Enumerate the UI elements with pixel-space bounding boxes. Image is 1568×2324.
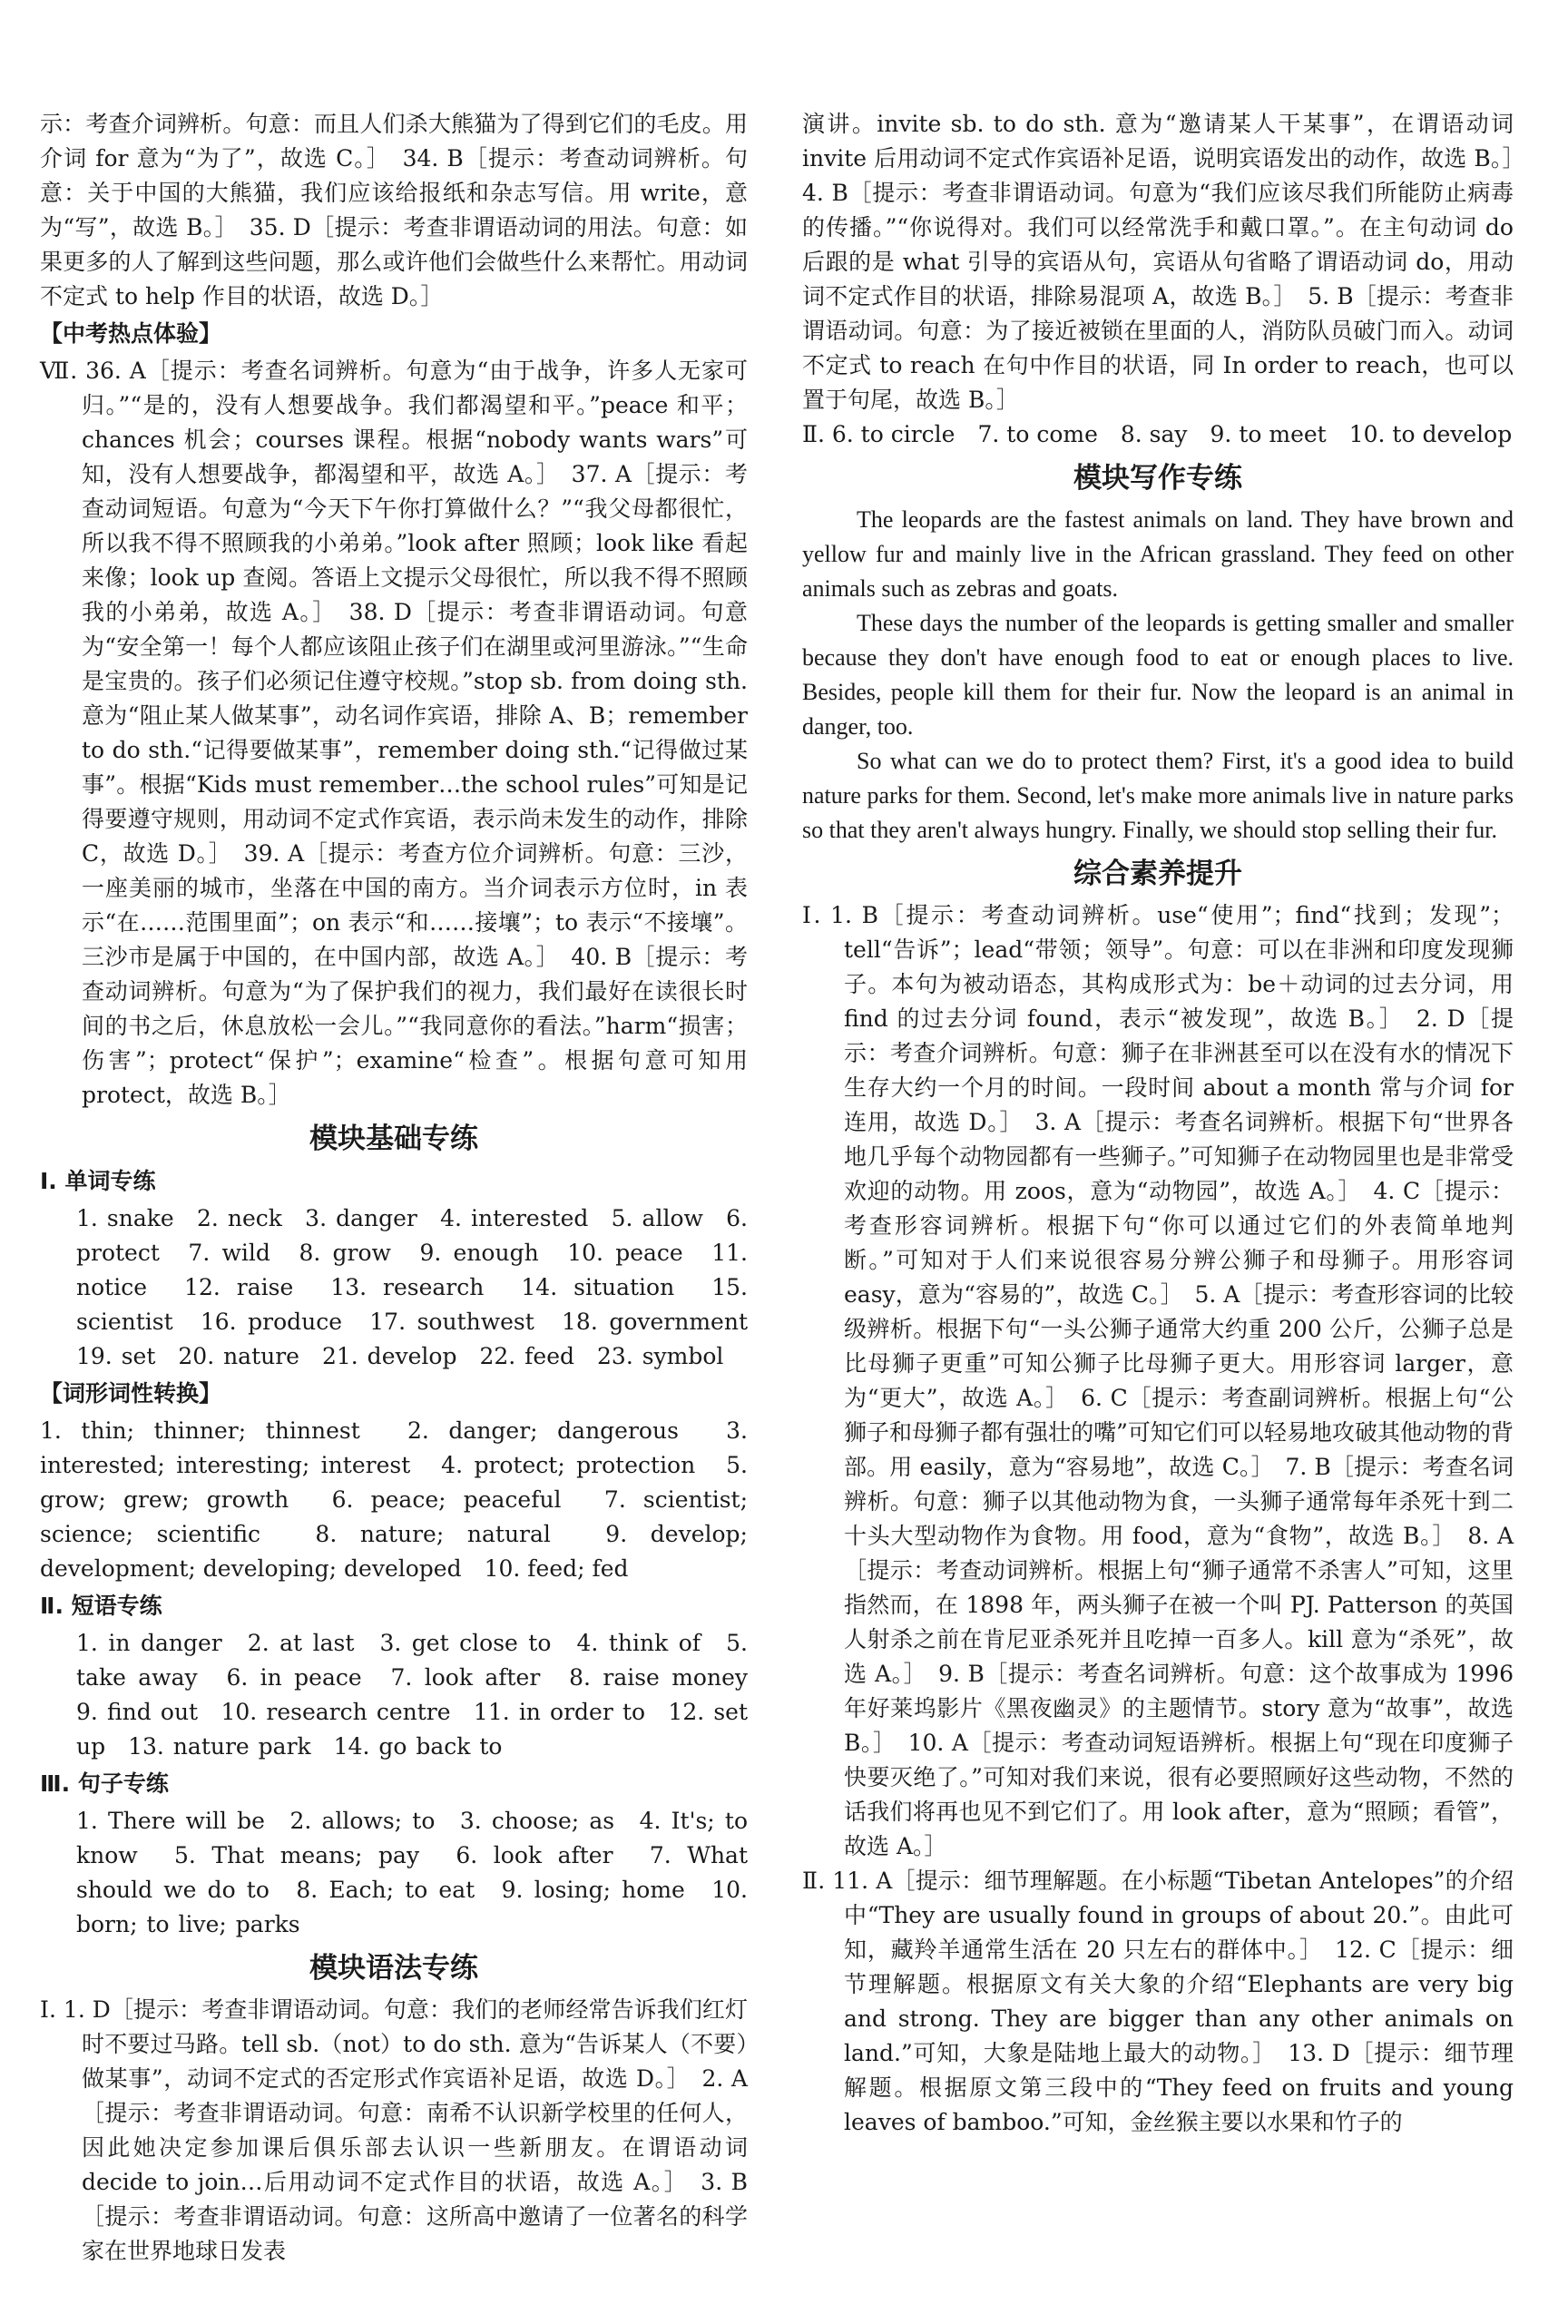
essay-paragraph-2: These days the number of the leopards is getting smaller and smaller because they don't have enough food to eat or enough places to live. Besides, people kill them for their fur. Now the leopard is an animal in danger, too. bbox=[802, 610, 1514, 740]
subsection-title-phrases: Ⅱ. 短语专练 bbox=[40, 1593, 162, 1619]
section-label-hot-topic: 【中考热点体验】 bbox=[40, 320, 222, 347]
answer-line-ii: Ⅱ. 6. to circle 7. to come 8. say 9. to meet 10. to develop bbox=[802, 421, 1513, 447]
grammar-answers: Ⅰ. 1. D［提示：考查非谓语动词。句意：我们的老师经常告诉我们红灯时不要过马路。tell sb.（not）to do sth. 意为“告诉某人（不要）做某事”，动词不定式的否定形式作宾语补足语，故选 D。］ 2. A［提示：考查非谓语动词。句意：南希不认识新学校里的任何人，因此她决定参加课后俱乐部去认识一些新朋友。在谓语动词 decide to join…后用动词不定式作目的状语，故选 A。］ 3. B［提示：考查非谓语动词。句意：这所高中邀请了一位著名的科学家在世界地球日发表 bbox=[40, 1996, 748, 2264]
sentence-answers: 1. There will be 2. allows; to 3. choose; as 4. It's; to know 5. That means; pay 6. look after 7. What should we do to 8. Each; to eat 9. losing; home 10. born; to live; parks bbox=[76, 1808, 748, 1937]
section-label-word-forms: 【词形词性转换】 bbox=[40, 1380, 222, 1407]
right-column bbox=[802, 107, 1537, 2140]
heading-comprehensive: 综合素养提升 bbox=[1073, 858, 1242, 890]
phrase-answers: 1. in danger 2. at last 3. get close to 4. think of 5. take away 6. in peace 7. look after 8. raise money 9. find out 10. research centre 11. in order to 12. set up 13. nature park 14. go back to bbox=[76, 1630, 771, 1760]
comprehensive-answers-i: Ⅰ. 1. B［提示：考查动词辨析。use“使用”；find“找到；发现”；tell“告诉”；lead“带领；领导”。句意：可以在非洲和印度发现狮子。本句为被动语态，其构成形式为：be＋动词的过去分词，用 find 的过去分词 found，表示“被发现”，故选 B。］ 2. D［提示：考查介词辨析。句意：狮子在非洲甚至可以在没有水的情况下生存大约一个月的时间。一段时间 about a month 常与介词 for 连用，故选 D。］ 3. A［提示：考查名词辨析。根据下句“世界各地几乎每个动物园都有一些狮子。”可知狮子在动物园里也是非常受欢迎的动物。用 zoos，意为“动物园”，故选 A。］ 4. C［提示：考查形容词辨析。根据下句“你可以通过它们的外表简单地判断。”可知对于人们来说很容易分辨公狮子和母狮子。用形容词 easy，意为“容易的”，故选 C。］ 5. A［提示：考查形容词的比较级辨析。根据下句“一头公狮子通常大约重 200 公斤，公狮子总是比母狮子更重”可知公狮子比母狮子更大。用形容词 larger，意为“更大”，故选 A。］ 6. C［提示：考查副词辨析。根据上句“公狮子和母狮子都有强壮的嘴”可知它们可以轻易地攻破其他动物的背部。用 easily，意为“容易地”，故选 C。］ 7. B［提示：考查名词辨析。句意：狮子以其他动物为食，一头狮子通常每年杀死十到二十头大型动物作为食物。用 food，意为“食物”，故选 B。］ 8. A［提示：考查动词辨析。根据上句“狮子通常不杀害人”可知，这里指然而，在 1898 年，两头狮子在被一个叫 PJ. Patterson 的英国人射杀之前在肯尼亚杀死并且吃掉一百多人。kill 意为“杀死”，故选 A。］ 9. B［提示：考查名词辨析。句意：这个故事成为 1996 年好莱坞影片《黑夜幽灵》的主题情节。story 意为“故事”，故选 B。］ 10. A［提示：考查动词短语辨析。根据上句“现在印度狮子快要灭绝了。”可知对我们来说，很有必要照顾好这些动物，不然的话我们将再也见不到它们了。用 look after，意为“照顾；看管”，故选 A。］ bbox=[802, 902, 1514, 1859]
answer-paragraph-vii: Ⅶ. 36. A［提示：考查名词辨析。句意为“由于战争，许多人无家可归。”“是的，没有人想要战争。我们都渴望和平。”peace 和平；chances 机会；courses 课程。根据“nobody wants wars”可知，没有人想要战争，都渴望和平，故选 A。］ 37. A［提示：考查动词短语。句意为“今天下午你打算做什么？”“我父母都很忙，所以我不得不照顾我的小弟弟。”look after 照顾；look like 看起来像；look up 查阅。答语上文提示父母很忙，所以我不得不照顾我的小弟弟，故选 A。］ 38. D［提示：考查非谓语动词。句意为“安全第一！每个人都应该阻止孩子们在湖里或河里游泳。”“生命是宝贵的。孩子们必须记住遵守校规。”stop sb. from doing sth. 意为“阻止某人做某事”，动名词作宾语，排除 A、B；remember to do sth.“记得要做某事”，remember doing sth.“记得做过某事”。根据“Kids must remember…the school rules”可知是记得要遵守规则，用动词不定式作宾语，表示尚未发生的动作，排除 C，故选 D。］ 39. A［提示：考查方位介词辨析。句意：三沙，一座美丽的城市，坐落在中国的南方。当介词表示方位时，in 表示“在……范围里面”；on 表示“和……接壤”；to 表示“不接壤”。三沙市是属于中国的，在中国内部，故选 A。］ 40. B［提示：考查动词辨析。句意为“为了保护我们的视力，我们最好在读很长时间的书之后，休息放松一会儿。”“我同意你的看法。”harm“损害；伤害”；protect“保护”；examine“检查”。根据句意可知用 protect，故选 B。］ bbox=[40, 358, 748, 1108]
subsection-title-sentences: Ⅲ. 句子专练 bbox=[40, 1770, 169, 1797]
subsection-title-words: Ⅰ. 单词专练 bbox=[40, 1168, 156, 1194]
essay-paragraph-3: So what can we do to protect them? First, it's a good idea to build nature parks for them. Second, let's make more animals live in nature parks so that they aren't always hungry. Finally, we should stop selling their fur. bbox=[802, 748, 1514, 843]
heading-basic-practice: 模块基础专练 bbox=[309, 1123, 478, 1155]
answer-paragraph-continued: 演讲。invite sb. to do sth. 意为“邀请某人干某事”，在谓语动词 invite 后用动词不定式作宾语补足语，说明宾语发出的动作，故选 B。］ 4. B［提示：考查非谓语动词。句意为“我们应该尽我们所能防止病毒的传播。”“你说得对。我们可以经常洗手和戴口罩。”。在主句动词 do 后跟的是 what 引导的宾语从句，宾语从句省略了谓语动词 do，用动词不定式作目的状语，排除易混项 A，故选 B。］ 5. B［提示：考查非谓语动词。句意：为了接近被锁在里面的人，消防队员破门而入。动词不定式 to reach 在句中作目的状语，同 In order to reach，也可以置于句尾，故选 B。］ bbox=[802, 111, 1537, 413]
word-answers: 1. snake 2. neck 3. danger 4. interested 5. allow 6. protect 7. wild 8. grow 9. enough 10. peace 11. notice 12. raise 13. research 14. situation 15. scientist 16. produce 17. southwest 18. government 19. set 20. nature 21. develop 22. feed 23. symbol bbox=[76, 1205, 771, 1369]
essay-paragraph-1: The leopards are the fastest animals on land. They have brown and yellow fur and mainly live in the African grassland. They feed on other animals such as zebras and goats. bbox=[802, 506, 1514, 602]
left-column bbox=[40, 107, 771, 2269]
comprehensive-answers-ii: Ⅱ. 11. A［提示：细节理解题。在小标题“Tibetan Antelopes”的介绍中“They are usually found in groups of about 20.”。由此可知，藏羚羊通常生活在 20 只左右的群体中。］ 12. C［提示：细节理解题。根据原文有关大象的介绍“Elephants are very big and strong. They are bigger than any other animals on land.”可知，大象是陆地上最大的动物。］ 13. D［提示：细节理解题。根据原文第三段中的“They feed on fruits and young leaves of bamboo.”可知，金丝猴主要以水果和竹子的 bbox=[802, 1868, 1514, 2135]
heading-writing-practice: 模块写作专练 bbox=[1073, 462, 1242, 495]
answer-paragraph: 示：考查介词辨析。句意：而且人们杀大熊猫为了得到它们的毛皮。用介词 for 意为“为了”，故选 C。］ 34. B［提示：考查动词辨析。句意：关于中国的大熊猫，我们应该给报纸和杂志写信。用 write，意为“写”，故选 B。］ 35. D［提示：考查非谓语动词的用法。句意：如果更多的人了解到这些问题，那么或许他们会做些什么来帮忙。用动词不定式 to help 作目的状语，故选 D。］ bbox=[40, 111, 748, 309]
word-form-answers: 1. thin; thinner; thinnest 2. danger; dangerous 3. interested; interesting; interest 4. protect; protection 5. grow; grew; growth 6. peace; peaceful 7. scientist; science; scientific 8. nature; natural 9. develop; development; developing; developed 10. feed; fed bbox=[40, 1417, 748, 1582]
heading-grammar-practice: 模块语法专练 bbox=[309, 1952, 478, 1985]
